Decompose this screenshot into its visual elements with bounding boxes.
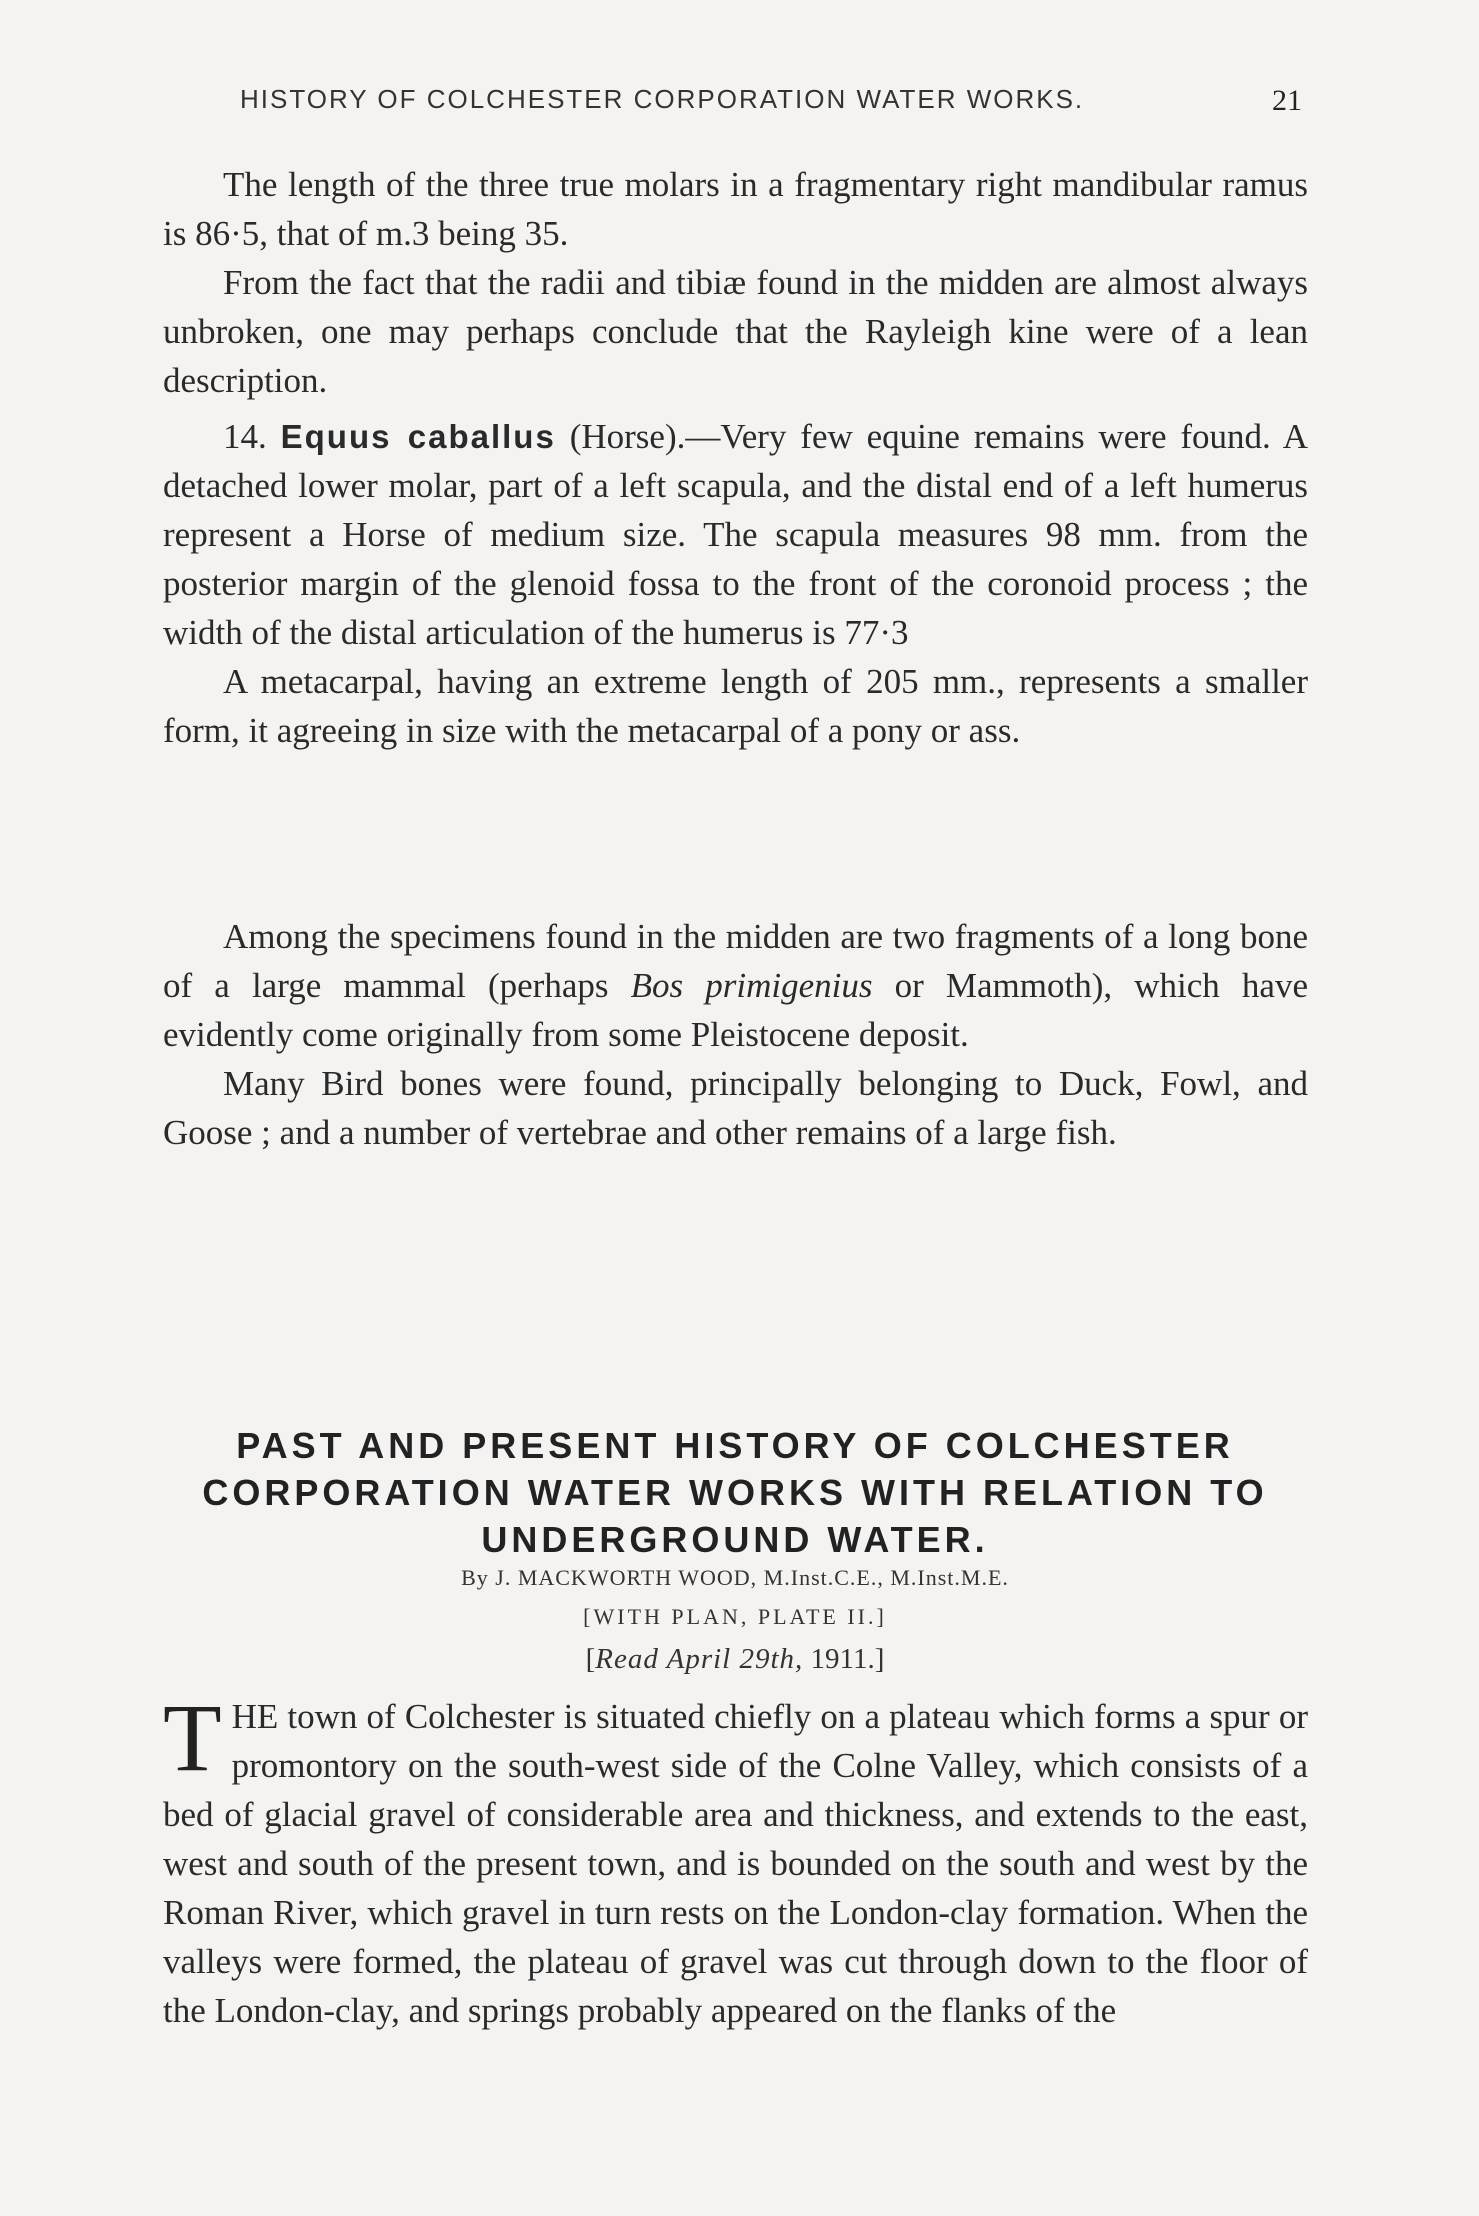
item-number: 14. (223, 417, 267, 456)
horse-text: (Horse).—Very few equine remains were found. A detached lower molar, part of a left scapula, and the distal end of a left humerus represent a Horse of medium size. The scapula measures 98 mm. from the posterior margin of the glenoid fossa to the front of the coronoid process ; the width of the distal articulation of the humerus is 77·3 (163, 417, 1308, 652)
article-byline: By J. MACKWORTH WOOD, M.Inst.C.E., M.Inst.M.E. (461, 1565, 1009, 1590)
mammal-remains-section (163, 160, 1308, 755)
italic-species: Bos primigenius (630, 966, 873, 1005)
drop-cap: T (163, 1684, 222, 1791)
paragraph-molars: The length of the three true molars in a fragmentary right mandibular ramus is 86·5, that of m.3 being 35. (163, 165, 1308, 253)
running-header (240, 84, 1302, 118)
paragraph-metacarpal: A metacarpal, having an extreme length of 205 mm., represents a smaller form, it agreeing in size with the metacarpal of a pony or ass. (163, 662, 1308, 750)
article-title: PAST AND PRESENT HISTORY OF COLCHESTER CORPORATION WATER WORKS WITH RELATION TO UNDERGROUND WATER. (202, 1425, 1268, 1560)
species-name: Equus caballus (280, 418, 556, 455)
read-date-note: [Read April 29th, 1911.] (585, 1643, 885, 1675)
paragraph-horse (163, 412, 1308, 657)
page-number: 21 (1272, 84, 1302, 117)
paragraph-bird-bones: Many Bird bones were found, principally belonging to Duck, Fowl, and Goose ; and a number of vertebrae and other remains of a large fish. (163, 1064, 1308, 1152)
running-title: HISTORY OF COLCHESTER CORPORATION WATER WORKS. (240, 84, 1085, 114)
paragraph-radii-tibiae: From the fact that the radii and tibiæ found in the midden are almost always unbroken, one may perhaps conclude that the Rayleigh kine were of a lean description. (163, 263, 1308, 400)
article-opening-paragraph (163, 1684, 1308, 2035)
other-specimens-section (163, 912, 1308, 1157)
paragraph-long-bone: Among the specimens found in the midden are two fragments of a long bone of a large mammal (perhaps Bos primigenius or Mammoth), which have evidently come originally from some Pleistocene deposit. (163, 917, 1308, 1054)
article-body-text: HE town of Colchester is situated chiefly on a plateau which forms a spur or promontory on the south-west side of the Colne Valley, which consists of a bed of glacial gravel of considerable area and thickness, and extends to the east, west and south of the present town, and is bounded on the south and west by the Roman River, which gravel in turn rests on the London-clay formation. When the valleys were formed, the plateau of gravel was cut through down to the floor of the London-clay, and springs probably appeared on the flanks of the (163, 1697, 1308, 2030)
plate-note: [WITH PLAN, PLATE II.] (583, 1604, 887, 1629)
